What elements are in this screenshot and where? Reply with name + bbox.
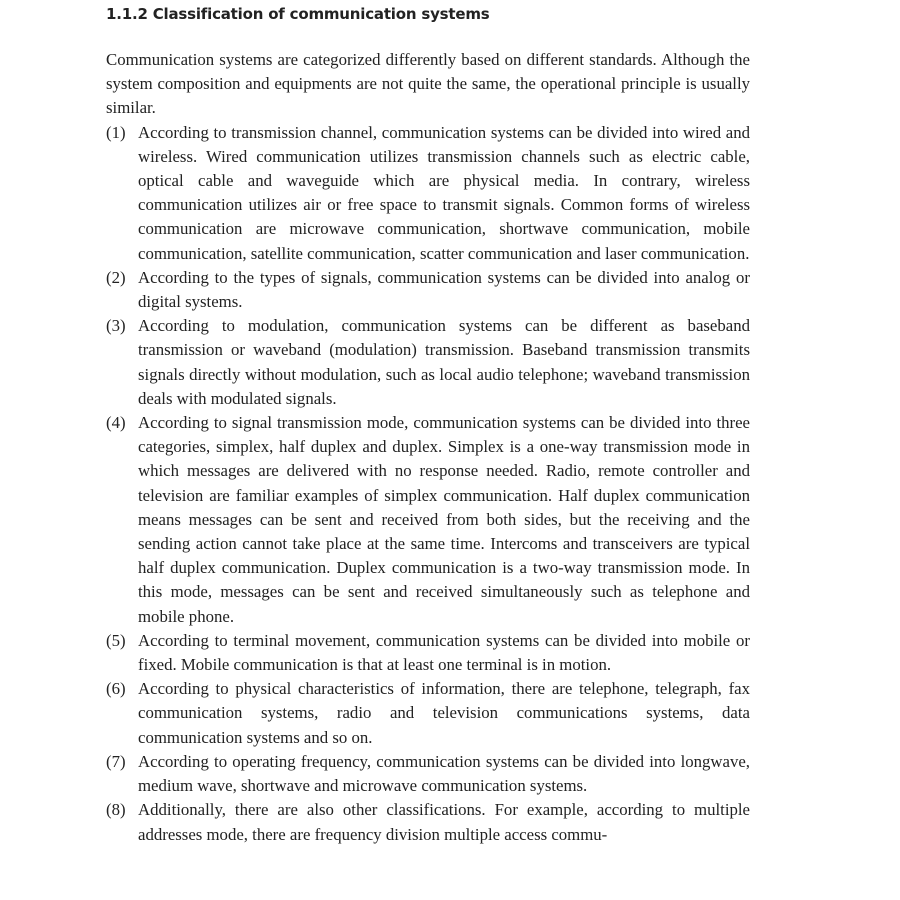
list-item-text: According to the types of signals, communication systems can be divided into analog or digital systems. xyxy=(138,267,750,312)
section-heading: 1.1.2 Classification of communication systems xyxy=(106,5,490,23)
list-item xyxy=(106,677,750,750)
list-item xyxy=(106,411,750,629)
list-item-text: According to signal transmission mode, communication systems can be divided into three categories, simplex, half duplex and duplex. Simplex is a one-way transmission mode in which messages are delivered with no response needed. Radio, remote controller and television are familiar examples of simplex communication. Half duplex communication means messages can be sent and received from both sides, but the receiving and the sending action cannot take place at the same time. Intercoms and transceivers are typical half duplex communication. Duplex communication is a two-way transmission mode. In this mode, messages can be sent and received simultaneously such as telephone and mobile phone. xyxy=(138,413,750,626)
list-item-text: According to transmission channel, communication systems can be divided into wired and wireless. Wired communication utilizes transmission channels such as electric cable, optical cable and waveguide which are physical media. In contrary, wireless communication utilizes air or free space to transmit signals. Common forms of wireless communication are microwave communication, shortwave communication, mobile communication, satellite communication, scatter communication and laser communication. xyxy=(138,122,750,263)
list-item-number: (2) xyxy=(106,267,126,287)
list-item xyxy=(106,314,750,411)
classification-list xyxy=(106,121,750,847)
list-item-text: Additionally, there are also other classifications. For example, according to multiple addresses mode, there are frequency division multiple access commu- xyxy=(138,800,750,844)
list-item-number: (1) xyxy=(106,122,126,142)
list-item-number: (5) xyxy=(106,630,126,650)
page-content xyxy=(106,4,750,847)
list-item xyxy=(106,121,750,266)
list-item-text: According to operating frequency, communication systems can be divided into longwave, medium wave, shortwave and microwave communication systems. xyxy=(138,751,750,796)
list-item-text: According to terminal movement, communication systems can be divided into mobile or fixed. Mobile communication is that at least one terminal is in motion. xyxy=(138,630,750,675)
list-item-number: (4) xyxy=(106,413,126,433)
list-item xyxy=(106,750,750,798)
list-item-number: (6) xyxy=(106,679,126,699)
list-item xyxy=(106,629,750,677)
list-item-text: According to modulation, communication systems can be different as baseband transmission or waveband (modulation) transmission. Baseband transmission transmits signals directly without modulation, such as local audio telephone; waveband transmission deals with modulated signals. xyxy=(138,316,750,408)
list-item xyxy=(106,266,750,314)
list-item-number: (8) xyxy=(106,800,126,820)
intro-paragraph: Communication systems are categorized differently based on different standards. Although the system composition and equipments are not quite the same, the operational principle is usually similar. xyxy=(106,50,750,118)
list-item-number: (3) xyxy=(106,316,126,336)
list-item xyxy=(106,798,750,846)
list-item-number: (7) xyxy=(106,751,126,771)
list-item-text: According to physical characteristics of information, there are telephone, telegraph, fax communication systems, radio and television communications systems, data communication systems and so on. xyxy=(138,679,750,747)
